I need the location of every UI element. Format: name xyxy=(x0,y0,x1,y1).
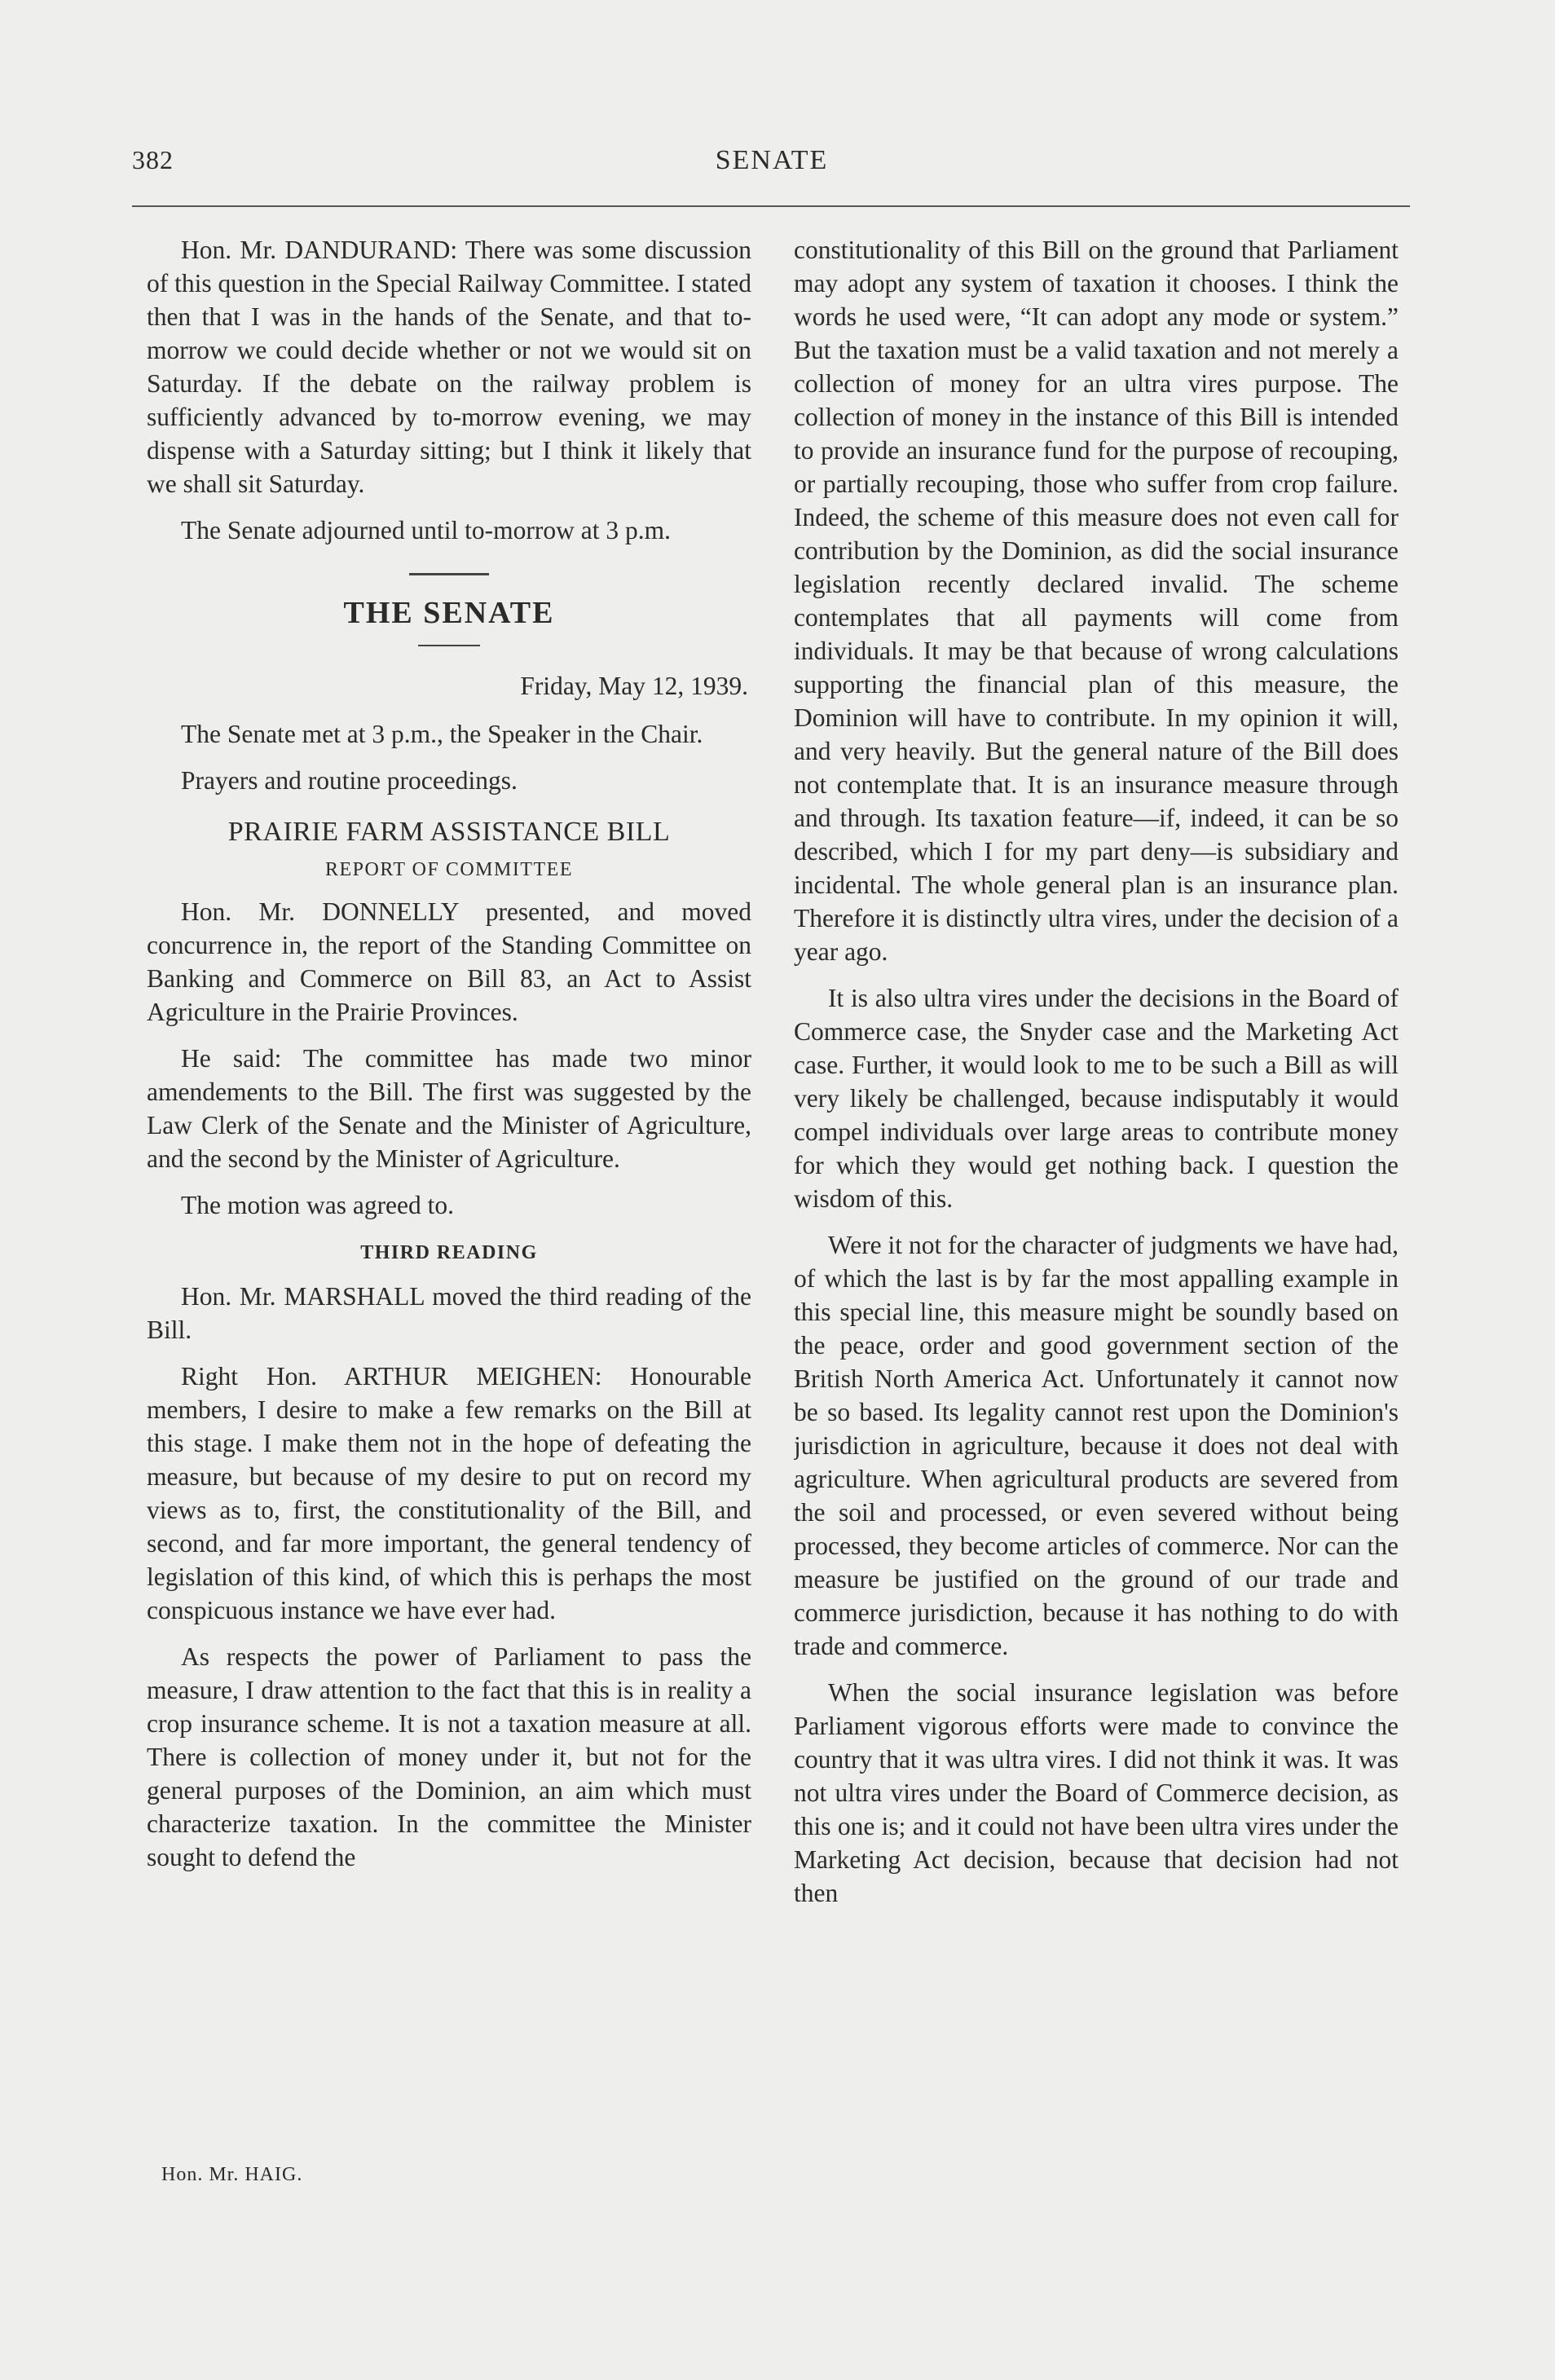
subheading: REPORT OF COMMITTEE xyxy=(325,859,573,880)
paragraph: Were it not for the character of judgments we have had, of which the last is by far the most appalling example in this special line, this measure might be soundly based on the peace, order and good government section of the British North America Act. Unfortunately it cannot now be so based. Its legality cannot rest upon the Dominion's jurisdiction in agriculture, because it does not deal with agriculture. When agricultural products are severed from the soil and processed, or even severed without being processed, they become articles of commerce. Nor can the measure be justified on the ground of our trade and commerce jurisdiction, because it has nothing to do with trade and commerce. xyxy=(794,1231,1399,1660)
page-number: 382 xyxy=(132,145,174,174)
paragraph: Hon. Mr. DANDURAND: There was some discussion of this question in the Special Railway Committee. I stated then that I was in the hands of the Senate, and that to-morrow we could decide whether or not we would sit on Saturday. If the debate on the railway problem is sufficiently advanced by to-morrow evening, we may dispense with a Saturday sitting; but I think it likely that we shall sit Saturday. xyxy=(147,236,751,498)
paragraph: As respects the power of Parliament to pass the measure, I draw attention to the fact that this is in reality a crop insurance scheme. It is not a taxation measure at all. There is collection of money under it, but not for the general purposes of the Dominion, an aim which must characterize taxation. In the committee the Minister sought to defend the xyxy=(147,1642,751,1871)
bill-title: PRAIRIE FARM ASSISTANCE BILL xyxy=(227,817,671,847)
paragraph: The Senate adjourned until to-morrow at 3 p.m. xyxy=(181,516,671,544)
section-title: THE SENATE xyxy=(343,596,555,630)
right-column xyxy=(794,233,1399,2173)
paragraph: It is also ultra vires under the decisions in the Board of Commerce case, the Snyder case and the Marketing Act case. Further, it would look to me to be such a Bill as will very likely be challenged, because indisputably it would compel individuals over large areas to contribute money for which they would get nothing back. I question the wisdom of this. xyxy=(794,984,1399,1213)
dateline: Friday, May 12, 1939. xyxy=(520,672,748,700)
paragraph: constitutionality of this Bill on the ground that Parliament may adopt any system of taxation it chooses. I think the words he used were, “It can adopt any mode or system.” But the taxation must be a valid taxation and not merely a collection of money for an ultra vires purpose. The collection of money in the instance of this Bill is intended to provide an insurance fund for the purpose of recouping, or partially recouping, those who suffer from crop failure. Indeed, the scheme of this measure does not even call for contribution by the Dominion, as did the social insurance legislation recently declared invalid. The scheme contemplates that all payments will come from individuals. It may be that because of wrong calculations supporting the financial plan of this measure, the Dominion will have to contribute. In my opinion it will, and very heavily. But the general nature of the Bill does not contemplate that. It is an insurance measure through and through. Its taxation feature—if, indeed, it can be so described, which I for my part deny—is subsidiary and incidental. The whole general plan is an insurance plan. Therefore it is distinctly ultra vires, under the decision of a year ago. xyxy=(794,236,1399,966)
paragraph: When the social insurance legislation was before Parliament vigorous efforts were made to convince the country that it was ultra vires. I did not think it was. It was not ultra vires under the Board of Commerce decision, as this one is; and it could not have been ultra vires under the Marketing Act decision, because that decision had not then xyxy=(794,1678,1399,1907)
page-header xyxy=(132,145,1412,186)
paragraph: He said: The committee has made two minor amendements to the Bill. The first was suggested by the Law Clerk of the Senate and the Minister of Agriculture, and the second by the Minister of Agriculture. xyxy=(147,1044,751,1173)
running-head: SENATE xyxy=(715,145,829,175)
paragraph: Right Hon. ARTHUR MEIGHEN: Honourable members, I desire to make a few remarks on the Bill at this stage. I make them not in the hope of defeating the measure, but because of my desire to put on record my views as to, first, the constitutionality of the Bill, and second, and far more important, the general tendency of legislation of this kind, of which this is perhaps the most conspicuous instance we have ever had. xyxy=(147,1362,751,1624)
subheading: THIRD READING xyxy=(360,1242,538,1263)
paragraph: Hon. Mr. DONNELLY presented, and moved concurrence in, the report of the Standing Committee on Banking and Commerce on Bill 83, an Act to Assist Agriculture in the Prairie Provinces. xyxy=(147,897,751,1026)
section-divider xyxy=(418,645,480,646)
section-divider xyxy=(409,573,489,575)
left-column xyxy=(147,233,751,2173)
paragraph: The Senate met at 3 p.m., the Speaker in the Chair. xyxy=(181,720,703,748)
header-rule xyxy=(132,205,1410,207)
paragraph: Prayers and routine proceedings. xyxy=(181,766,518,795)
footer-note: Hon. Mr. HAIG. xyxy=(161,2164,303,2185)
paragraph: Hon. Mr. MARSHALL moved the third reading of the Bill. xyxy=(147,1282,751,1344)
paragraph: The motion was agreed to. xyxy=(181,1191,455,1219)
